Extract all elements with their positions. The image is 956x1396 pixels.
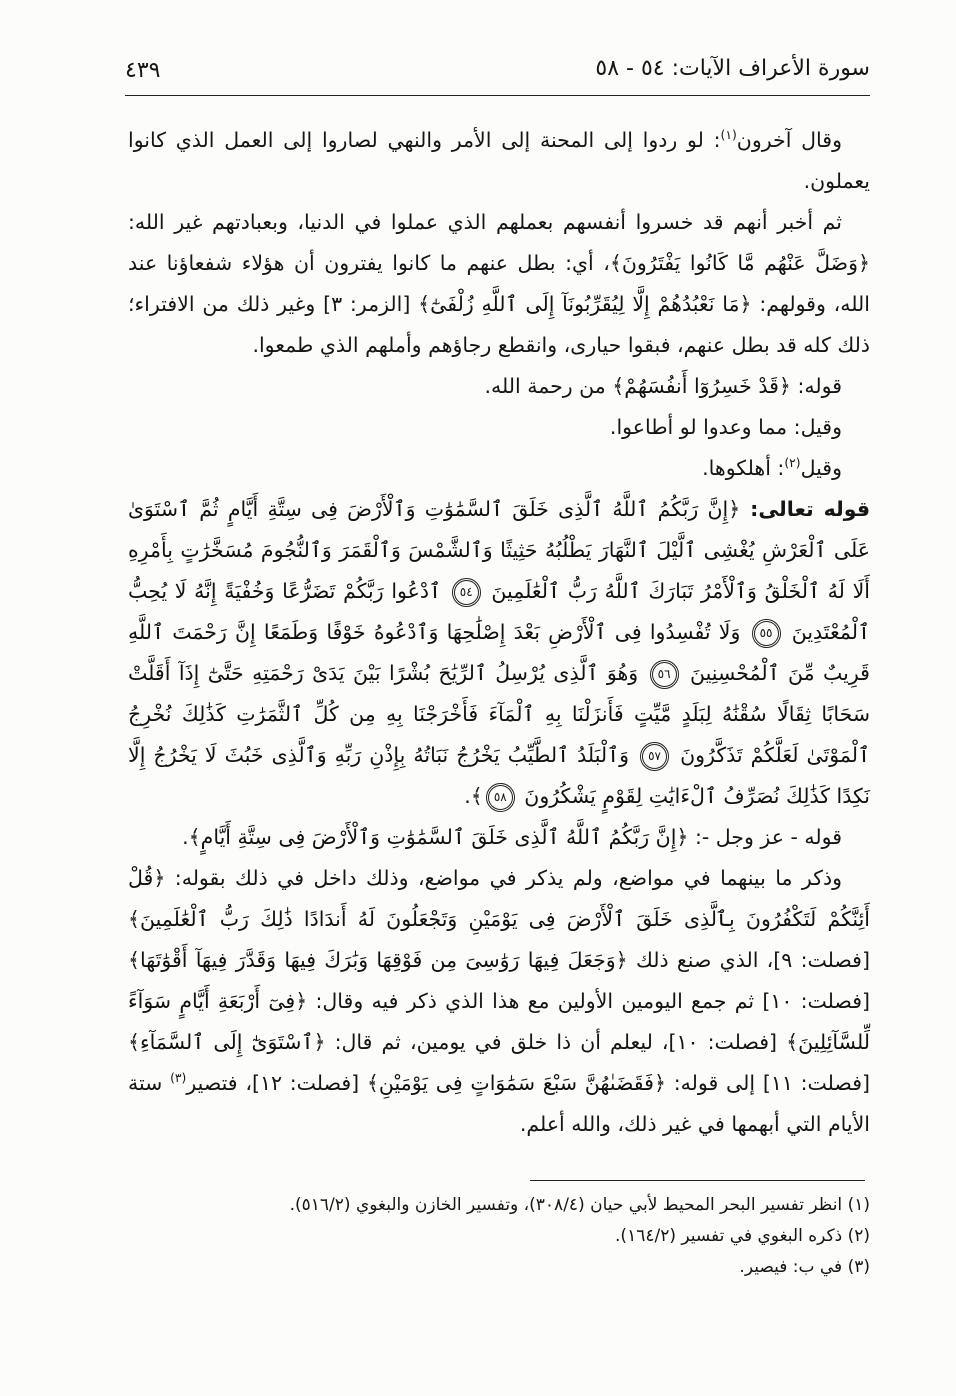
quran-quote: ﴿قَدْ خَسِرُوٓا أَنفُسَهُمْ﴾: [612, 374, 791, 398]
body-text: وقيل: [800, 456, 842, 480]
paragraph-1: [128, 120, 870, 202]
body-text: وذكر ما بينهما في مواضع، ولم يذكر في مواضع، وذلك داخل في ذلك بقوله:: [165, 866, 842, 890]
body-text: ثم أخبر أنهم قد خسروا أنفسهم بعملهم الذي عملوا في الدنيا، وبعبادتهم غير الله:: [128, 210, 842, 234]
verse-number-marker: ٥٤: [452, 578, 481, 607]
verse-lead-label: قوله تعالى:: [740, 497, 870, 521]
quran-closing-bracket: ﴾.: [464, 784, 483, 808]
footnote-2: [128, 1221, 870, 1252]
paragraph-4: [128, 407, 870, 448]
page-header: [125, 54, 870, 94]
verse-number-marker: ٥٧: [640, 742, 669, 771]
quran-quote: ﴿وَجَعَلَ فِيهَا رَوَٰسِىَ مِن فَوْقِهَا وَبَٰرَكَ فِيهَا وَقَدَّرَ فِيهَآ أَقْوَٰتَهَا﴾: [128, 948, 628, 972]
body-text: .: [182, 825, 189, 849]
quran-quote: ﴿مَا نَعْبُدُهُمْ إِلَّا لِيُقَرِّبُونَآ إِلَى ٱللَّهِ زُلْفَىٰٓ﴾: [418, 292, 752, 316]
footnotes: [128, 1190, 870, 1283]
verse-number-marker: ٥٦: [650, 660, 679, 689]
footnote-1: [128, 1190, 870, 1221]
quran-verse: وَٱلْبَلَدُ ٱلطَّيِّبُ يَخْرُجُ نَبَاتُهُ بِإِذْنِ رَبِّهِ وَٱلَّذِى خَبُثَ لَا يَخْرُجُ إِلَّا نَكِدًا كَذَٰلِكَ نُصَرِّفُ ٱلْءَايَٰتِ لِقَوْمٍ يَشْكُرُونَ: [128, 743, 870, 808]
running-title: سورة الأعراف الآيات: ٥٤ - ٥٨: [595, 56, 870, 81]
paragraph-3: [128, 366, 870, 407]
body-text: [فصلت: ١٢]، فتصير: [186, 1071, 367, 1095]
paragraph-6-verses: [128, 489, 870, 817]
footnote-separator: [530, 1180, 865, 1181]
footnote-reference: (٢): [784, 456, 801, 471]
body-text: وقيل: مما وعدوا لو أطاعوا.: [609, 415, 842, 439]
body-text: [فصلت: ١٠] ثم جمع اليومين الأولين مع هذا الذي ذكر فيه وقال:: [307, 989, 870, 1013]
quran-verse: ﴿إِنَّ رَبَّكُمُ ٱللَّهُ ٱلَّذِى خَلَقَ ٱلسَّمَٰوَٰتِ وَٱلْأَرْضَ فِى سِتَّةِ أَيَّامٍ ثُمَّ ٱسْتَوَىٰ عَلَى ٱلْعَرْشِ يُغْشِى ٱلَّيْلَ ٱلنَّهَارَ يَطْلُبُهُ حَثِيثًا وَٱلشَّمْسَ وَٱلْقَمَرَ وَٱلنُّجُومَ مُسَخَّرَٰتٍ بِأَمْرِهِ أَلَا لَهُ ٱلْخَلْقُ وَٱلْأَمْرُ تَبَارَكَ ٱللَّهُ رَبُّ ٱلْعَٰلَمِينَ: [128, 497, 870, 603]
body-text: قوله - عز وجل -:: [688, 825, 842, 849]
body-text: من رحمة الله.: [484, 374, 613, 398]
footnote-3: [128, 1252, 870, 1283]
paragraph-5: [128, 448, 870, 489]
main-text: [128, 120, 870, 1145]
paragraph-8: [128, 858, 870, 1145]
body-text: وقال آخرون: [736, 128, 842, 152]
quran-verse: وَلَا تُفْسِدُوا فِى ٱلْأَرْضِ بَعْدَ إِصْلَٰحِهَا وَٱدْعُوهُ خَوْفًا وَطَمَعًا إِنَّ رَحْمَتَ ٱللَّهِ قَرِيبٌ مِّنَ ٱلْمُحْسِنِينَ: [128, 620, 870, 685]
quran-quote: ﴿فِىٓ أَرْبَعَةِ أَيَّامٍ سَوَآءً لِّلسَّآئِلِينَ﴾: [128, 989, 870, 1054]
quran-quote: ﴿وَضَلَّ عَنْهُم مَّا كَانُوا يَفْتَرُونَ﴾: [609, 251, 870, 275]
quran-verse: وَهُوَ ٱلَّذِى يُرْسِلُ ٱلرِّيَٰحَ بُشْرًا بَيْنَ يَدَىْ رَحْمَتِهِ حَتَّىٰٓ إِذَآ أَقَلَّتْ سَحَابًا ثِقَالًا سُقْنَٰهُ لِبَلَدٍ مَّيِّتٍ فَأَنزَلْنَا بِهِ ٱلْمَآءَ فَأَخْرَجْنَا بِهِ مِن كُلِّ ٱلثَّمَرَٰتِ كَذَٰلِكَ نُخْرِجُ ٱلْمَوْتَىٰ لَعَلَّكُمْ تَذَكَّرُونَ: [128, 661, 870, 767]
verse-number-marker: ٥٨: [486, 783, 515, 812]
footnote-reference: (١): [720, 128, 737, 143]
verse-number-marker: ٥٥: [752, 619, 781, 648]
footnote-text: انظر تفسير البحر المحيط لأبي حيان (٣٠٨/٤)، وتفسير الخازن والبغوي (٥١٦/٢).: [289, 1195, 843, 1215]
footnote-reference: (٣): [170, 1071, 187, 1086]
body-text: ستة الأيام التي أبهمها في غير ذلك، والله أعلم.: [128, 1071, 870, 1136]
body-text: [فصلت: ١١] إلى قوله:: [666, 1071, 871, 1095]
quran-verse: ٱدْعُوا رَبَّكُمْ تَضَرُّعًا وَخُفْيَةً إِنَّهُ لَا يُحِبُّ ٱلْمُعْتَدِينَ: [128, 579, 870, 644]
footnote-number: (٢): [847, 1226, 870, 1246]
body-text: ، أي: بطل عنهم ما كانوا يفترون أن هؤلاء شفعاؤنا عند الله، وقولهم:: [128, 251, 871, 316]
footnote-number: (١): [847, 1195, 870, 1215]
quran-quote: ﴿قُلْ أَئِنَّكُمْ لَتَكْفُرُونَ بِٱلَّذِى خَلَقَ ٱلْأَرْضَ فِى يَوْمَيْنِ وَتَجْعَلُونَ لَهُ أَندَادًا ذَٰلِكَ رَبُّ ٱلْعَٰلَمِينَ﴾: [128, 866, 870, 931]
paragraph-2: [128, 202, 870, 366]
body-text: قوله:: [790, 374, 842, 398]
header-rule: [125, 95, 870, 96]
body-text: [فصلت: ١٠]، ليعلم أن ذا خلق في يومين، ثم قال:: [325, 1030, 787, 1054]
footnote-text: ذكره البغوي في تفسير (١٦٤/٢).: [615, 1226, 843, 1246]
body-text: : لو ردوا إلى المحنة إلى الأمر والنهي لصاروا إلى العمل الذي كانوا يعملون.: [128, 128, 870, 193]
body-text: : أهلكوها.: [702, 456, 785, 480]
footnote-number: (٣): [847, 1257, 870, 1277]
body-text: [الزمر: ٣] وغير ذلك من الافتراء؛ ذلك كله قد بطل عنهم، فبقوا حيارى، وانقطع رجاؤهم وأملهم الذي طمعوا.: [128, 292, 870, 357]
footnote-text: في ب: فيصير.: [739, 1257, 843, 1277]
quran-quote: ﴿إِنَّ رَبَّكُمُ ٱللَّهُ ٱلَّذِى خَلَقَ ٱلسَّمَٰوَٰتِ وَٱلْأَرْضَ فِى سِتَّةِ أَيَّامٍ﴾: [188, 825, 689, 849]
page-number: ٤٣٩: [125, 58, 161, 83]
paragraph-7: [128, 817, 870, 858]
body-text: [فصلت: ٩]، الذي صنع ذلك: [627, 948, 870, 972]
quran-quote: ﴿فَقَضَىٰهُنَّ سَبْعَ سَمَٰوَاتٍ فِى يَوْمَيْنِ﴾: [366, 1071, 666, 1095]
quran-quote: ﴿ٱسْتَوَىٰٓ إِلَى ٱلسَّمَآءِ﴾: [128, 1030, 326, 1054]
